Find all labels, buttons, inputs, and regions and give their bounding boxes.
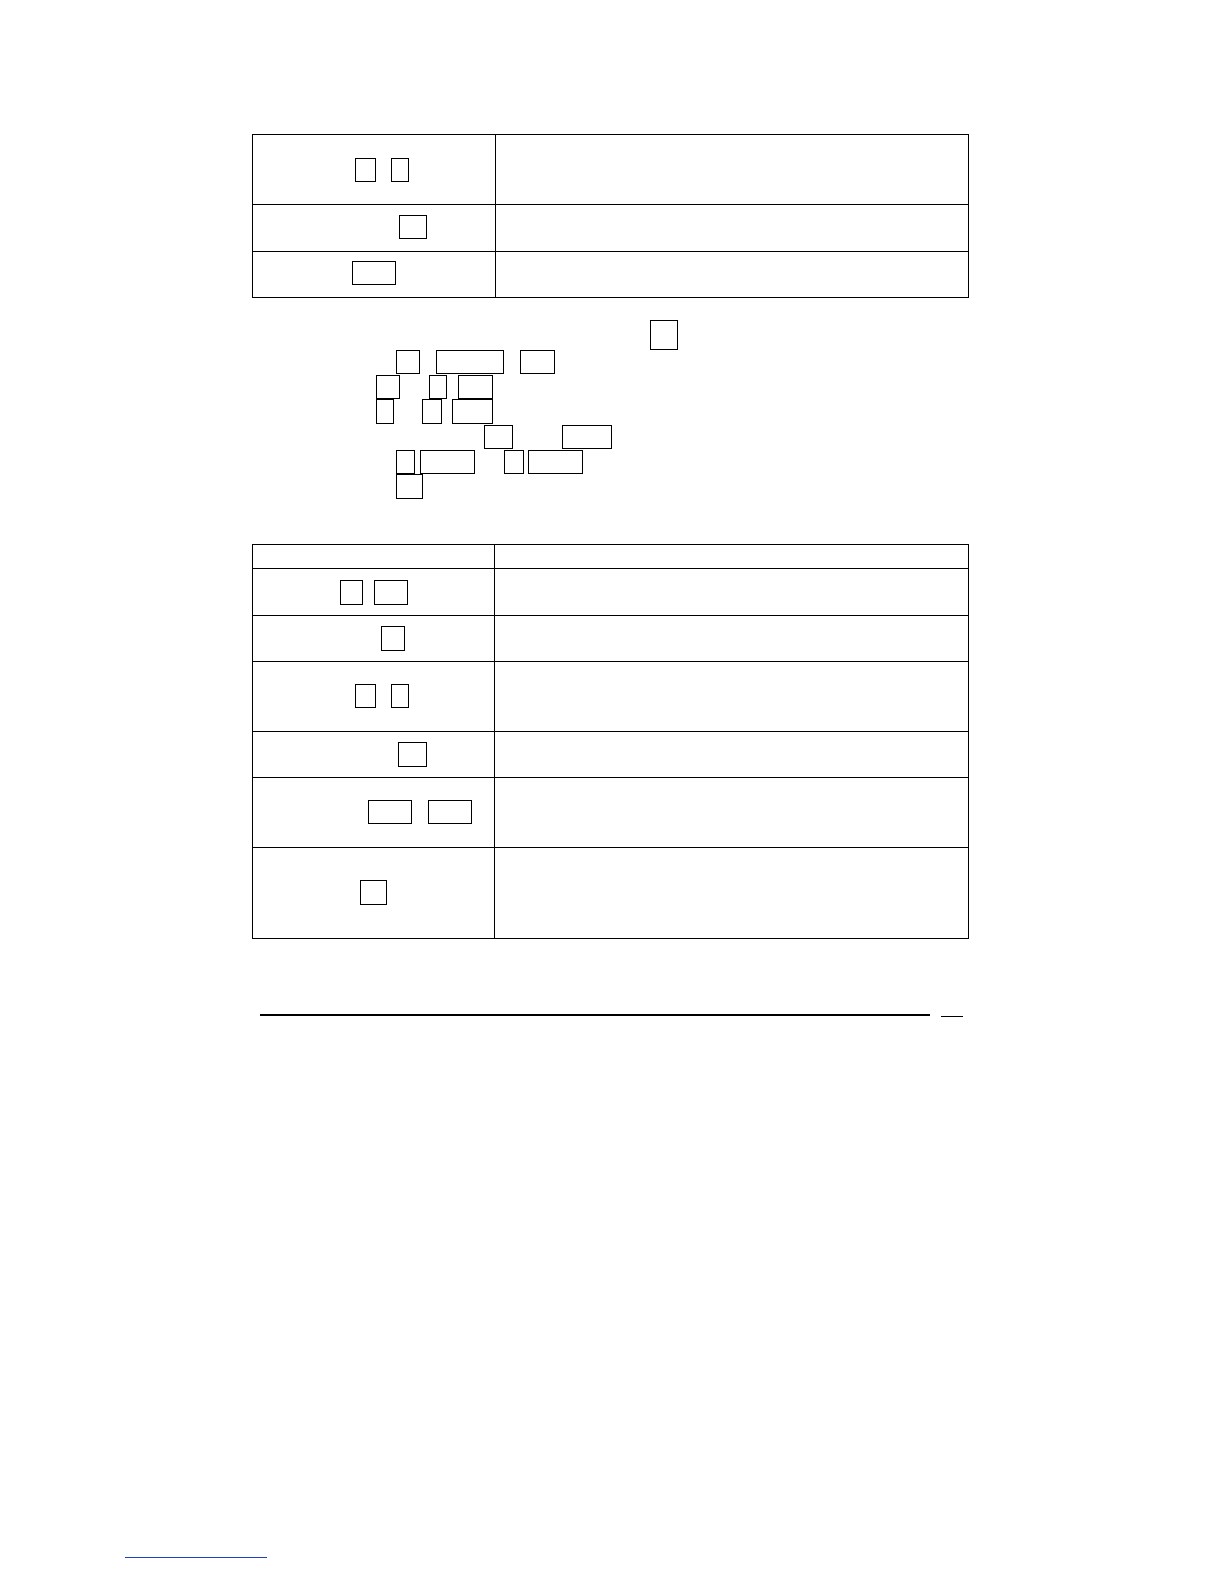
calculator-key <box>562 425 612 449</box>
calculator-key <box>396 474 423 499</box>
calculator-key <box>399 215 427 239</box>
header-divider <box>253 568 968 569</box>
calculator-key <box>458 375 493 399</box>
calculator-key <box>352 261 396 285</box>
calculator-key <box>368 800 412 824</box>
calculator-key <box>391 684 409 708</box>
calculator-key <box>528 450 583 474</box>
calculator-key <box>355 684 376 708</box>
row-divider <box>253 204 968 205</box>
row-divider <box>253 777 968 778</box>
row-divider <box>253 731 968 732</box>
calculator-key <box>429 375 447 399</box>
calculator-key <box>428 800 472 824</box>
calculator-key <box>436 350 504 374</box>
calculator-key <box>355 158 376 182</box>
row-divider <box>253 615 968 616</box>
calculator-key <box>484 425 513 449</box>
calculator-key <box>420 450 475 474</box>
calculator-key <box>650 320 678 350</box>
page-number-underline <box>941 1016 963 1017</box>
column-divider <box>495 135 496 297</box>
row-divider <box>253 847 968 848</box>
calculator-key <box>391 158 409 182</box>
calculator-key <box>376 375 400 399</box>
calculator-key <box>504 450 524 474</box>
calculator-key <box>396 450 415 474</box>
row-divider <box>253 661 968 662</box>
calculator-key <box>376 399 394 424</box>
row-divider <box>253 251 968 252</box>
calculator-key <box>422 399 442 424</box>
footnote-link-underline[interactable] <box>125 1557 267 1558</box>
calculator-key <box>520 350 555 374</box>
calculator-key <box>381 626 405 651</box>
calculator-key <box>396 350 420 374</box>
calculator-key <box>398 742 427 767</box>
calculator-key <box>452 399 493 424</box>
calculator-key <box>340 580 363 605</box>
column-divider <box>494 545 495 938</box>
calculator-key <box>360 880 387 905</box>
footer-rule <box>260 1014 930 1016</box>
calculator-key <box>374 580 408 605</box>
